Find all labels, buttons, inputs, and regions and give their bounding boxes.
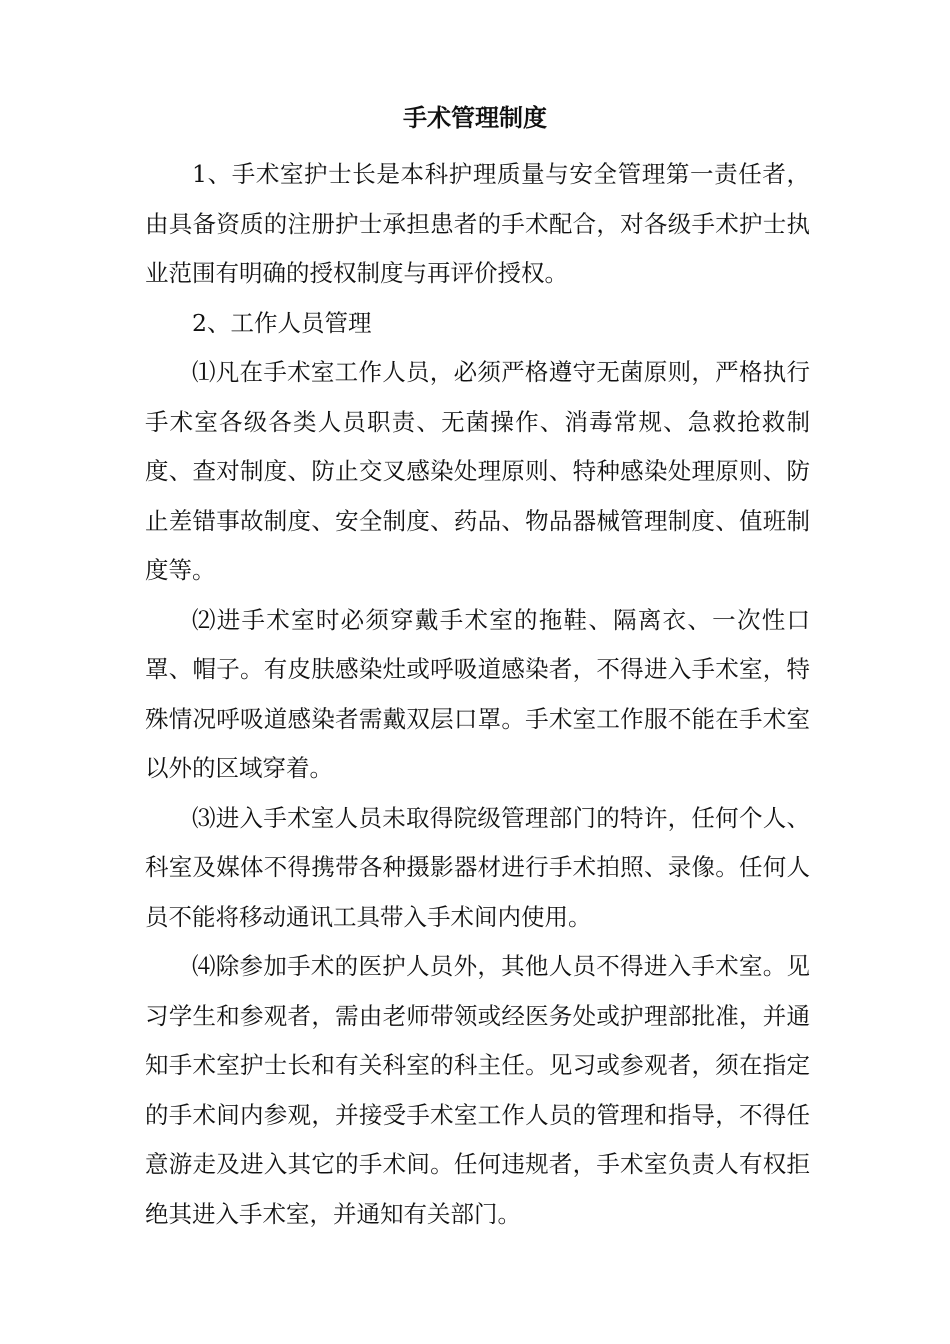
- paragraph-4: ⑵进手术室时必须穿戴手术室的拖鞋、隔离衣、一次性口罩、帽子。有皮肤感染灶或呼吸道感染者，不得进入手术室，特殊情况呼吸道感染者需戴双层口罩。手术室工作服不能在手术室以外的区域穿着。: [145, 605, 810, 782]
- paragraph-6: ⑷除参加手术的医护人员外，其他人员不得进入手术室。见习学生和参观者，需由老师带领或经医务处或护理部批准，并通知手术室护士长和有关科室的科主任。见习或参观者，须在指定的手术间内参观，并接受手术室工作人员的管理和指导，不得任意游走及进入其它的手术间。任何违规者，手术室负责人有权拒绝其进入手术室，并通知有关部门。: [145, 952, 810, 1228]
- paragraph-2: 2、工作人员管理: [192, 308, 372, 337]
- document-title: 手术管理制度: [403, 103, 547, 132]
- document-body: [145, 150, 810, 1239]
- paragraph-3: ⑴凡在手术室工作人员，必须严格遵守无菌原则，严格执行手术室各级各类人员职责、无菌操作、消毒常规、急救抢救制度、查对制度、防止交叉感染处理原则、特种感染处理原则、防止差错事故制度、安全制度、药品、物品器械管理制度、值班制度等。: [145, 358, 810, 584]
- paragraph-5: ⑶进入手术室人员未取得院级管理部门的特许，任何个人、科室及媒体不得携带各种摄影器材进行手术拍照、录像。任何人员不能将移动通讯工具带入手术间内使用。: [145, 803, 810, 931]
- paragraph-1: 1、手术室护士长是本科护理质量与安全管理第一责任者，由具备资质的注册护士承担患者的手术配合，对各级手术护士执业范围有明确的授权制度与再评价授权。: [145, 160, 810, 287]
